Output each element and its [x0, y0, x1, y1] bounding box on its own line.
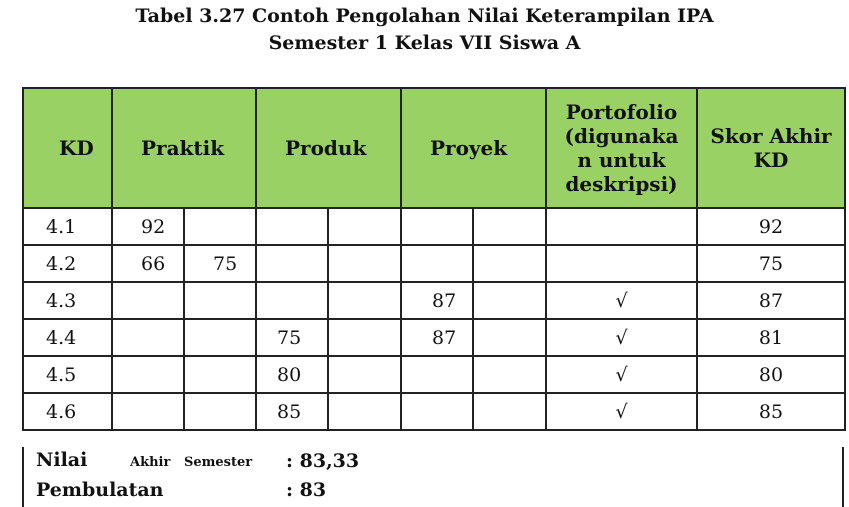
kd-cell: 4.1 — [23, 208, 112, 245]
kd-cell: 4.5 — [23, 356, 112, 393]
semester-label: Semester — [184, 455, 253, 470]
table-row — [23, 319, 845, 356]
proyek-cell-1: 87 — [401, 282, 473, 319]
proyek-cell-2 — [473, 319, 546, 356]
produk-cell-2 — [328, 393, 401, 430]
skor-akhir-cell: 80 — [697, 356, 845, 393]
produk-cell-1 — [256, 282, 328, 319]
portofolio-check — [546, 208, 697, 245]
praktik-cell-1: 92 — [112, 208, 184, 245]
kd-cell: 4.2 — [23, 245, 112, 282]
produk-cell-1: 80 — [256, 356, 328, 393]
produk-cell-1 — [256, 245, 328, 282]
proyek-cell-1: 87 — [401, 319, 473, 356]
nilai-akhir-value: : 83,33 — [286, 450, 360, 472]
proyek-cell-1 — [401, 208, 473, 245]
praktik-cell-2 — [184, 208, 256, 245]
praktik-cell-1: 66 — [112, 245, 184, 282]
produk-cell-1: 75 — [256, 319, 328, 356]
produk-cell-1 — [256, 208, 328, 245]
proyek-cell-2 — [473, 282, 546, 319]
header-kd: KD — [23, 88, 112, 208]
praktik-cell-2 — [184, 356, 256, 393]
header-skor-line2: KD — [753, 148, 789, 172]
portofolio-check: √ — [546, 356, 697, 393]
header-skor-line1: Skor Akhir — [710, 124, 832, 148]
pembulatan-label: Pembulatan — [36, 479, 164, 501]
skor-akhir-cell: 87 — [697, 282, 845, 319]
portofolio-check: √ — [546, 393, 697, 430]
nilai-label: Nilai — [36, 449, 88, 471]
header-portofolio — [546, 88, 697, 208]
proyek-cell-1 — [401, 245, 473, 282]
proyek-cell-2 — [473, 356, 546, 393]
akhir-label: Akhir — [130, 455, 171, 470]
table-header-row — [23, 88, 845, 208]
header-portofolio-line4: deskripsi) — [565, 172, 678, 196]
praktik-cell-2 — [184, 393, 256, 430]
table-row — [23, 393, 845, 430]
praktik-cell-1 — [112, 319, 184, 356]
table-row — [23, 282, 845, 319]
proyek-cell-2 — [473, 208, 546, 245]
skor-akhir-cell: 85 — [697, 393, 845, 430]
table-footer — [22, 447, 844, 507]
proyek-cell-1 — [401, 356, 473, 393]
praktik-cell-1 — [112, 356, 184, 393]
kd-cell: 4.6 — [23, 393, 112, 430]
header-skor-akhir — [697, 88, 845, 208]
skor-akhir-cell: 92 — [697, 208, 845, 245]
produk-cell-1: 85 — [256, 393, 328, 430]
proyek-cell-2 — [473, 245, 546, 282]
produk-cell-2 — [328, 282, 401, 319]
pembulatan-value: : 83 — [286, 479, 327, 501]
skor-akhir-cell: 75 — [697, 245, 845, 282]
skor-akhir-cell: 81 — [697, 319, 845, 356]
proyek-cell-2 — [473, 393, 546, 430]
table-row — [23, 356, 845, 393]
produk-cell-2 — [328, 319, 401, 356]
table-caption-line1: Tabel 3.27 Contoh Pengolahan Nilai Keterampilan IPA — [135, 5, 714, 27]
kd-cell: 4.3 — [23, 282, 112, 319]
proyek-cell-1 — [401, 393, 473, 430]
kd-cell: 4.4 — [23, 319, 112, 356]
portofolio-check — [546, 245, 697, 282]
produk-cell-2 — [328, 245, 401, 282]
skills-score-table — [22, 87, 846, 431]
praktik-cell-1 — [112, 393, 184, 430]
praktik-cell-1 — [112, 282, 184, 319]
portofolio-check: √ — [546, 319, 697, 356]
table-row — [23, 208, 845, 245]
header-portofolio-line2: (digunaka — [564, 124, 679, 148]
portofolio-check: √ — [546, 282, 697, 319]
header-portofolio-line3: n untuk — [577, 148, 666, 172]
produk-cell-2 — [328, 208, 401, 245]
header-portofolio-line1: Portofolio — [565, 100, 678, 124]
header-proyek: Proyek — [401, 88, 546, 208]
praktik-cell-2 — [184, 282, 256, 319]
produk-cell-2 — [328, 356, 401, 393]
header-praktik: Praktik — [112, 88, 256, 208]
header-produk: Produk — [256, 88, 401, 208]
table-row — [23, 245, 845, 282]
praktik-cell-2 — [184, 319, 256, 356]
praktik-cell-2: 75 — [184, 245, 256, 282]
table-caption-line2: Semester 1 Kelas VII Siswa A — [268, 32, 581, 54]
